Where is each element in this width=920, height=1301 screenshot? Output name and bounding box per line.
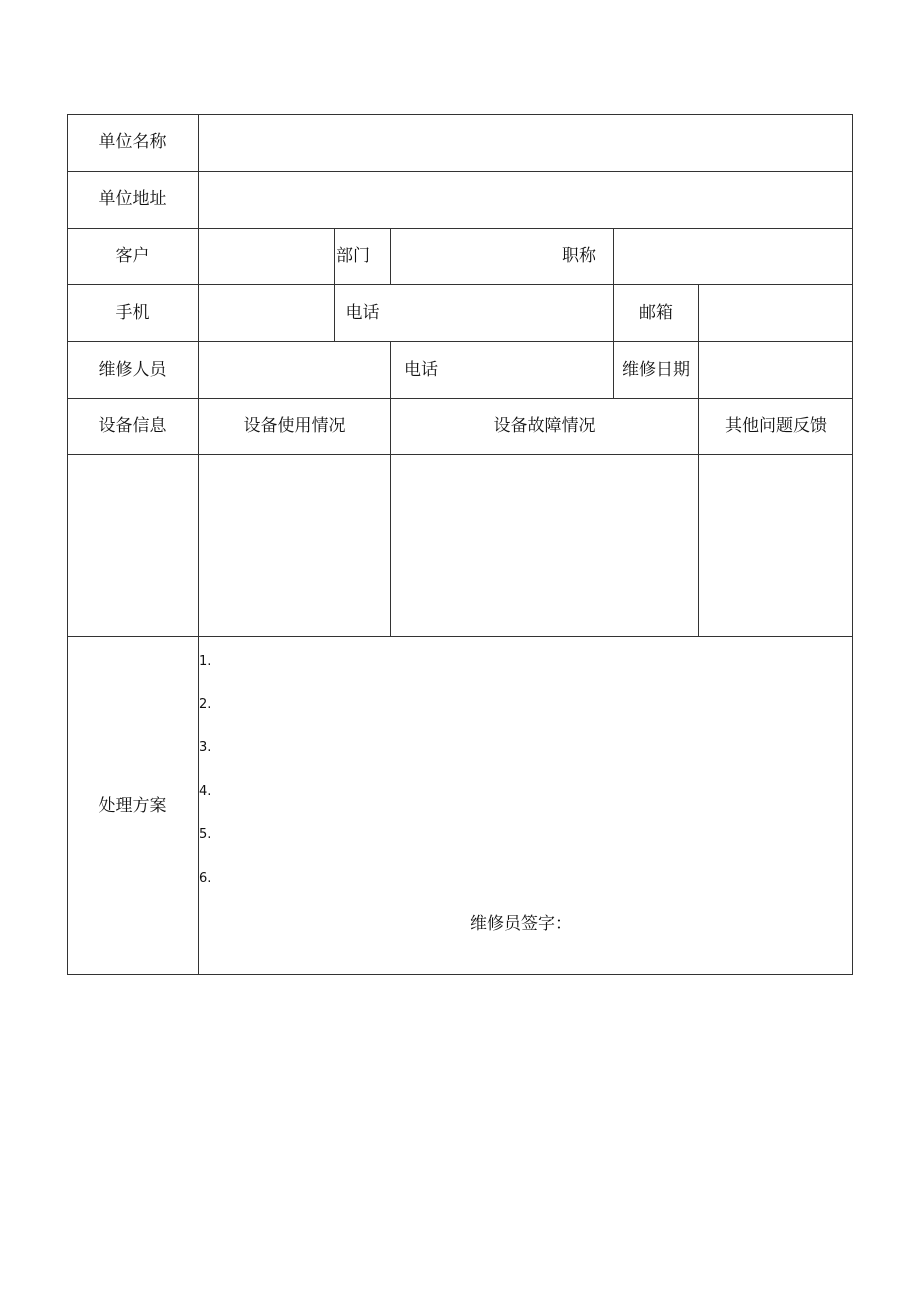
other-feedback-cell[interactable] [699,455,852,636]
equipment-fault-cell[interactable] [391,455,698,636]
solution-item: 2. [199,697,212,712]
other-feedback-header: 其他问题反馈 [725,416,827,436]
phone-label: 电话 [345,303,380,323]
solution-item: 5. [199,827,212,842]
solution-item: 6. [199,871,212,886]
department-label: 部门 [336,246,370,266]
unit-name-field[interactable] [199,115,852,171]
technician-phone-label: 电话 [404,360,438,380]
unit-address-label: 单位地址 [98,189,167,209]
email-label: 邮箱 [639,303,673,323]
solution-item: 1. [199,654,212,669]
row-divider [67,398,853,399]
column-divider [334,228,335,341]
job-title-field[interactable] [614,229,852,284]
technician-label: 维修人员 [98,360,167,380]
unit-name-label: 单位名称 [98,132,167,152]
technician-field[interactable] [199,342,390,398]
department-field[interactable] [391,229,541,284]
unit-address-field[interactable] [199,172,852,228]
equipment-usage-cell[interactable] [199,455,390,636]
equipment-fault-header: 设备故障情况 [493,416,596,436]
repair-date-label: 维修日期 [622,360,690,380]
technician-phone-field[interactable] [439,342,613,398]
repair-date-field[interactable] [699,342,852,398]
column-divider [613,284,614,398]
phone-field[interactable] [391,285,613,341]
repair-record-form [67,114,853,975]
job-title-label: 职称 [562,246,596,266]
solution-item: 3. [199,740,212,755]
mobile-label: 手机 [115,303,150,323]
customer-field[interactable] [199,229,334,284]
equipment-info-cell[interactable] [68,455,198,636]
solution-item: 4. [199,784,212,799]
equipment-usage-header: 设备使用情况 [243,416,346,436]
technician-signature-label: 维修员签字： [470,914,572,934]
email-field[interactable] [699,285,852,341]
equipment-info-header: 设备信息 [98,416,167,436]
mobile-field[interactable] [199,285,334,341]
customer-label: 客户 [115,246,150,266]
solution-label: 处理方案 [98,796,167,816]
